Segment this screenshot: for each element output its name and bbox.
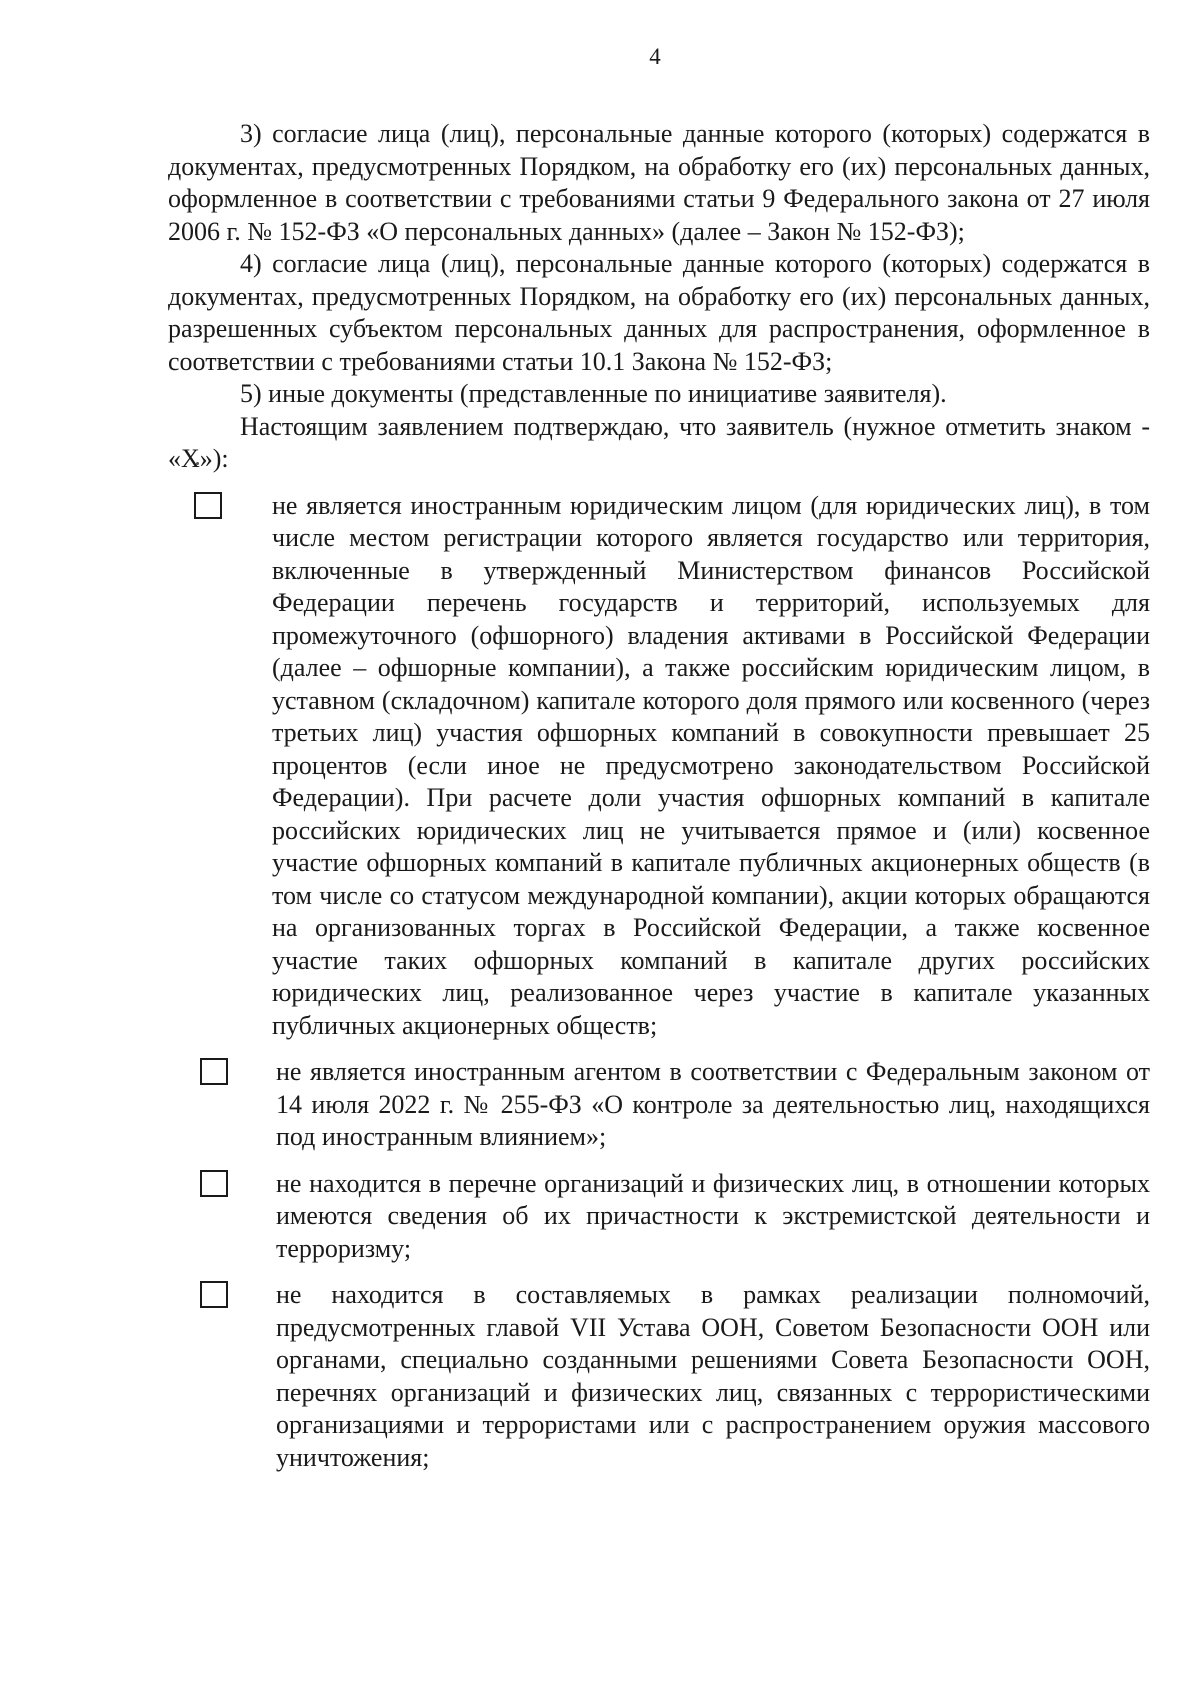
paragraph-item-3: 3) согласие лица (лиц), персональные данные которого (которых) содержатся в документах, предусмотренных Порядком, на обработку его (их) персональных данных, оформленное в соответствии с требованиями статьи 9 Федерального закона от 27 июля 2006 г. № 152-ФЗ «О персональных данных» (далее – Закон № 152-ФЗ); bbox=[168, 119, 1150, 246]
checklist-item-not-foreign-agent bbox=[168, 1056, 1150, 1154]
checklist-item-not-foreign-entity bbox=[168, 490, 1150, 1043]
checklist-item-not-extremist-list bbox=[168, 1168, 1150, 1266]
checkbox[interactable] bbox=[200, 1058, 228, 1085]
confirmation-checklist bbox=[168, 490, 1150, 1475]
checklist-item-text: не находится в перечне организаций и физических лиц, в отношении которых имеются сведения об их причастности к экстремистской деятельности и терроризму; bbox=[276, 1168, 1150, 1263]
checklist-item-text: не является иностранным агентом в соответствии с Федеральным законом от 14 июля 2022 г. № 255-ФЗ «О контроле за деятельностью лиц, находящихся под иностранным влиянием»; bbox=[276, 1057, 1150, 1151]
checkbox[interactable] bbox=[194, 492, 222, 519]
checkbox[interactable] bbox=[200, 1281, 228, 1308]
checklist-item-text: не является иностранным юридическим лицом (для юридических лиц), в том числе местом регистрации которого является государство или территория, включенные в утвержденный Министерством финансов Российской Федерации перечень государств и территорий, используемых для промежуточного (офшорного) владения активами в Российской Федерации (далее – офшорные компании), а также российским юридическим лицом, в уставном (складочном) капитале которого доля прямого или косвенного (через третьих лиц) участия офшорных компаний в совокупности превышает 25 процентов (если иное не предусмотрено законодательством Российской Федерации). При расчете доли участия офшорных компаний в капитале российских юридических лиц не учитывается прямое и (или) косвенное участие офшорных компаний в капитале публичных акционерных обществ (в том числе со статусом международной компании), акции которых обращаются на организованных торгах в Российской Федерации, а также косвенное участие таких офшорных компаний в капитале других российских юридических лиц, реализованное через участие в капитале указанных публичных акционерных обществ; bbox=[272, 490, 1150, 1040]
confirmation-lead: Настоящим заявлением подтверждаю, что заявитель (нужное отметить знаком - «Х»): bbox=[168, 411, 1150, 473]
checklist-item-not-un-sanctions-list bbox=[168, 1279, 1150, 1474]
checklist-item-text: не находится в составляемых в рамках реализации полномочий, предусмотренных главой VII Устава ООН, Советом Безопасности ООН или органами, специально созданными решениями Совета Безопасности ООН, перечнях организаций и физических лиц, связанных с террористическими организациями и террористами или с распространением оружия массового уничтожения; bbox=[276, 1280, 1150, 1472]
document-body bbox=[168, 118, 1150, 1488]
page-number: 4 bbox=[649, 44, 661, 69]
paragraph-item-5: 5) иные документы (представленные по инициативе заявителя). bbox=[240, 379, 947, 408]
paragraph-item-4: 4) согласие лица (лиц), персональные данные которого (которых) содержатся в документах, предусмотренных Порядком, на обработку его (их) персональных данных, разрешенных субъектом персональных данных для распространения, оформленное в соответствии с требованиями статьи 10.1 Закона № 152-ФЗ; bbox=[168, 249, 1150, 376]
checkbox[interactable] bbox=[200, 1170, 228, 1197]
